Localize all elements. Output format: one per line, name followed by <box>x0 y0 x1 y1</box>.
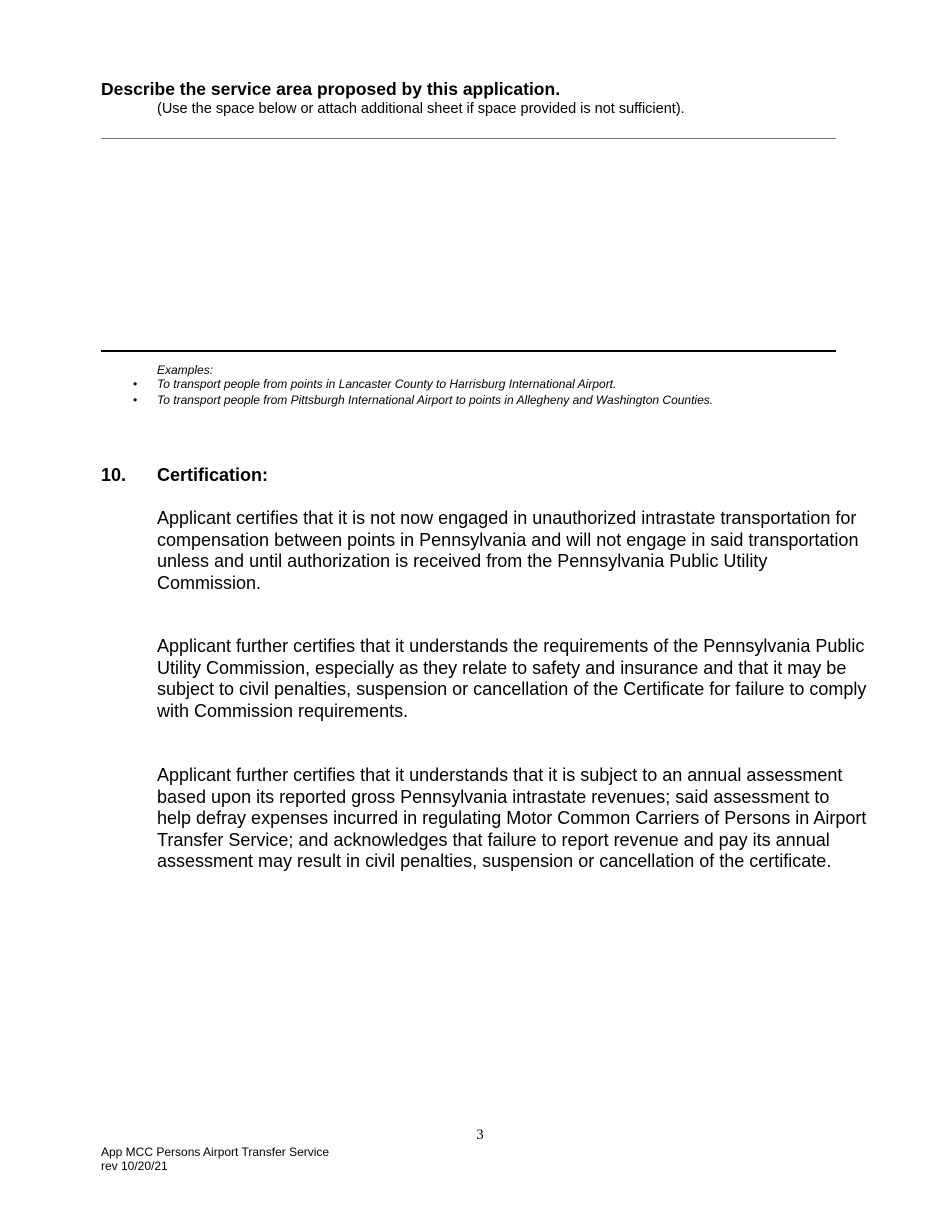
footer-doc-title: App MCC Persons Airport Transfer Service <box>101 1145 330 1159</box>
answer-area-bottom-rule <box>101 350 836 352</box>
footer-revision: rev 10/20/21 <box>101 1159 168 1173</box>
document-footer <box>101 1145 329 1173</box>
service-area-answer-field[interactable] <box>101 140 836 349</box>
examples-label: Examples: <box>157 363 214 377</box>
section-number: 10. <box>101 465 127 485</box>
certification-paragraph-1: Applicant certifies that it is not now engaged in unauthorized intrastate transportation for compensation between points in Pennsylvania and will not engage in said transportation unless and until authorization is received from the Pennsylvania Public Utility Commission. <box>157 508 859 593</box>
example-text: To transport people from Pittsburgh International Airport to points in Allegheny and Washington Counties. <box>157 392 714 407</box>
certification-paragraph-3: Applicant further certifies that it understands that it is subject to an annual assessment based upon its reported gross Pennsylvania intrastate revenues; said assessment to help defray expenses incurred in regulating Motor Common Carriers of Persons in Airport Transfer Service; and acknowledges that failure to report revenue and pay its annual assessment may result in civil penalties, suspension or cancellation of the certificate. <box>157 765 867 872</box>
bullet-icon: • <box>133 392 138 407</box>
answer-area-top-rule <box>101 138 836 139</box>
section-title: Certification: <box>157 465 269 485</box>
list-item <box>130 393 713 409</box>
page-number: 3 <box>476 1127 484 1143</box>
examples-list <box>130 377 713 408</box>
service-area-heading: Describe the service area proposed by this application. <box>101 79 561 99</box>
certification-paragraph-2: Applicant further certifies that it understands the requirements of the Pennsylvania Public Utility Commission, especially as they relate to safety and insurance and that it may be subject to civil penalties, suspension or cancellation of the Certificate for failure to comply with Commission requirements. <box>157 636 867 721</box>
bullet-icon: • <box>133 377 138 391</box>
service-area-instruction: (Use the space below or attach additional sheet if space provided is not sufficient). <box>157 101 685 117</box>
list-item <box>130 377 713 393</box>
example-text: To transport people from points in Lancaster County to Harrisburg International Airport. <box>157 377 617 391</box>
